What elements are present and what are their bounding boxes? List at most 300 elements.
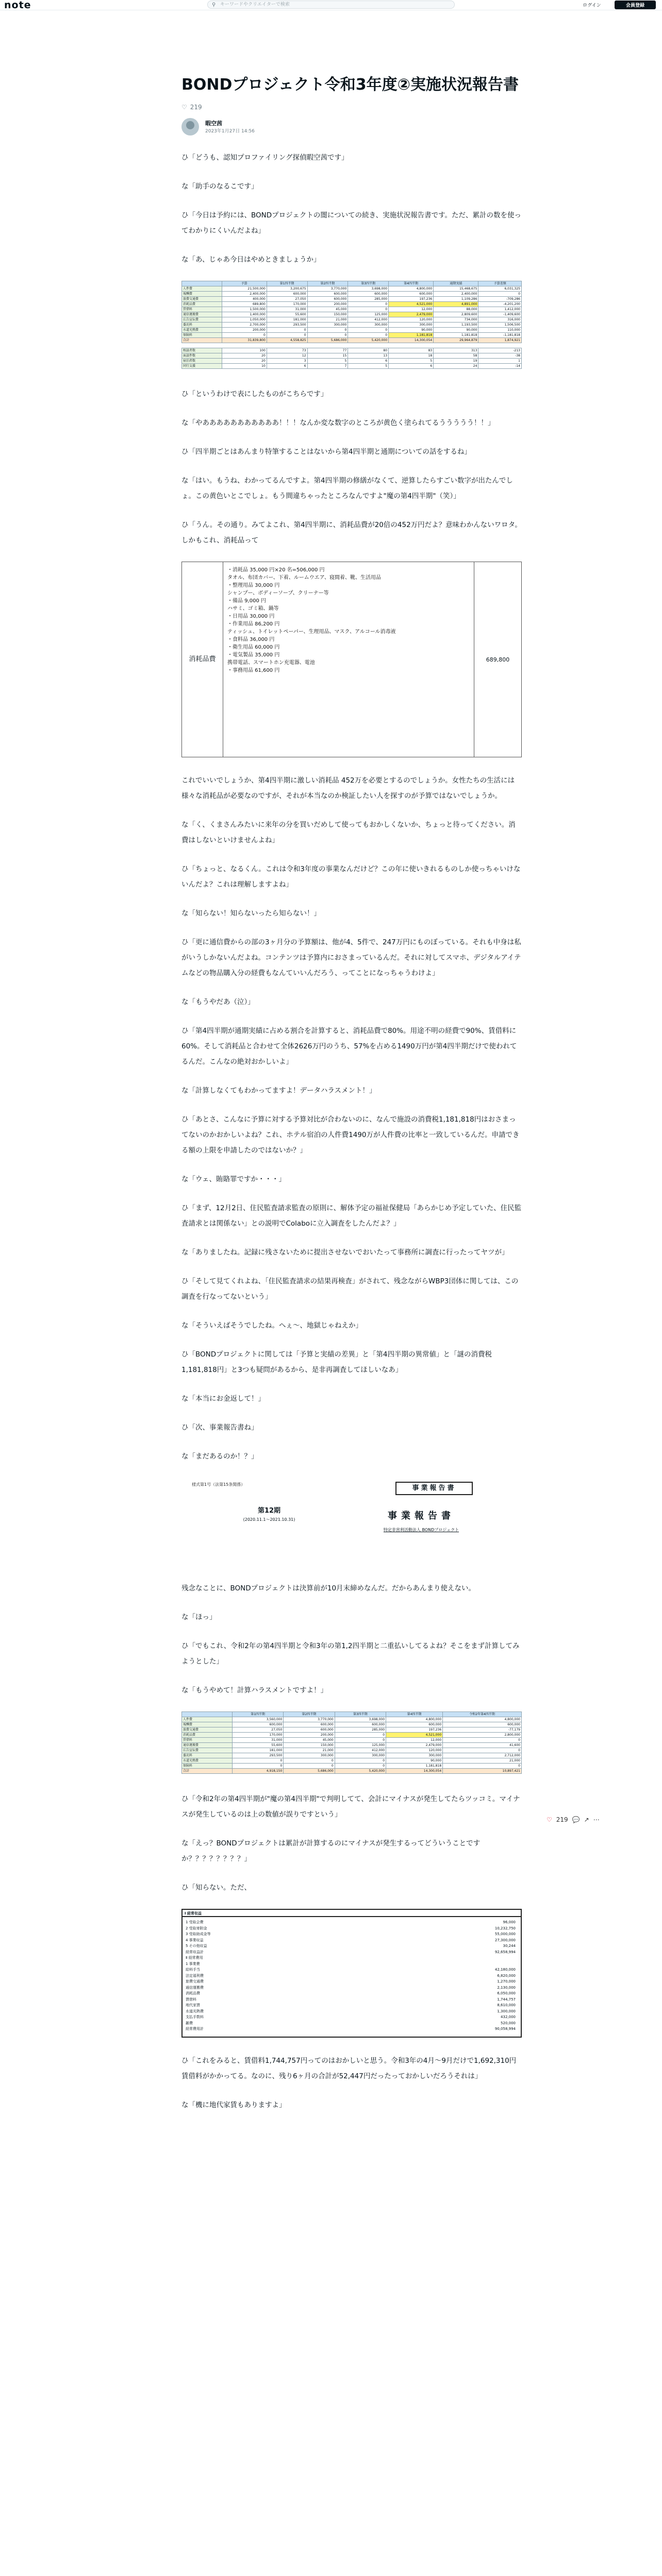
sheet-cell: 45,000	[284, 1738, 335, 1743]
sheet-cell: 19	[434, 359, 478, 364]
sheet-cell: 0	[307, 328, 348, 333]
sheet-cell: 2,700,000	[222, 323, 267, 328]
sheet-cell: 3,698,000	[348, 286, 389, 292]
statement-value: 8,610,000	[497, 2003, 516, 2007]
avatar[interactable]	[181, 118, 199, 135]
sheet-cell: 水道光熱費	[182, 1758, 233, 1764]
paragraph-group-5	[181, 1791, 522, 1895]
note-logo[interactable]: note	[4, 0, 31, 11]
sheet-cell: 600,000	[284, 1727, 335, 1733]
sheet-cell: 0	[348, 333, 389, 338]
sheet-cell: 5,686,000	[284, 1769, 335, 1774]
statement-line	[186, 2009, 516, 2013]
sheet-cell: 300,000	[386, 1753, 443, 1758]
paragraph: ひ「あとさ、こんなに予算に対する予算対比が合わないのに、なんで施設の消費税1,181,818円はおさまってないのかおかしいよね？これ、ホテル宿泊の人件費1490万が人件費の比率と一致しているんだ。申請できる額の上限を申請したのではないか？」	[181, 1115, 520, 1155]
paragraph: な「やあああああああああああ！！！なんか変な数字のところが黄色く塗られてるううううう！！」	[181, 419, 495, 427]
statement-label: 2 受取寄附金	[186, 1926, 207, 1930]
paragraph: ひ「でもこれ、令和2年の第4四半期と令和3年の第1,2四半期と二重払いしてるよね？そこをまず計算してみようとした」	[181, 1642, 520, 1666]
statement-label: 法定福利費	[186, 1973, 204, 1978]
like-count-value: 219	[190, 104, 202, 111]
paragraph: な「機に地代家賃もありますよ」	[181, 2101, 286, 2109]
sheet-cell: 313	[434, 348, 478, 353]
sheet-cell: 10	[222, 364, 267, 369]
sheet-cell: 0	[335, 1764, 386, 1769]
sheet-cell: 200,000	[222, 328, 267, 333]
paragraph-group-3	[181, 773, 522, 1464]
statement-line	[186, 1944, 516, 1948]
table-row	[182, 1733, 522, 1738]
statement-label: 5 その他収益	[186, 1944, 207, 1948]
sheet-cell: 2,712,000	[443, 1753, 522, 1758]
sheet-cell: 1	[478, 359, 522, 364]
sheet-cell: 4,891,000	[434, 302, 478, 307]
statement-value: 42,180,000	[494, 1968, 516, 1972]
report-title-box: 事業報告書	[395, 1482, 473, 1495]
sheet-cell: 150,000	[284, 1743, 335, 1748]
sheet-cell: 21,000	[443, 1758, 522, 1764]
expense-item: ・事務用品 61,600 円	[227, 668, 280, 673]
statement-label: 通信運搬費	[186, 1985, 204, 1990]
report-period-dates: (2020.11.1〜2021.10.31)	[243, 1517, 295, 1522]
post-date: 2023年1月27日 14:56	[205, 129, 255, 134]
table-row-total	[182, 1769, 522, 1774]
sheet-cell: 12	[267, 353, 307, 359]
sheet-cell: 12,000	[389, 307, 434, 312]
expense-items	[227, 566, 470, 674]
sheet-cell: 宿泊者数	[182, 359, 222, 364]
sheet-cell: 300,000	[389, 323, 434, 328]
comment-icon[interactable]: 💬	[572, 1816, 580, 1823]
sheet-header-cell: 第4四半期	[389, 281, 434, 286]
table-row	[182, 364, 522, 369]
sheet-cell: 広告宣伝費	[182, 1748, 233, 1753]
sheet-cell: 0	[307, 333, 348, 338]
sheet-cell: 旅費交通費	[182, 1727, 233, 1733]
sheet-header-cell: 第3四半期	[348, 281, 389, 286]
statement-line	[186, 2021, 516, 2025]
sheet-header-cell: 第1四半期	[267, 281, 307, 286]
sheet-cell: 293,500	[267, 323, 307, 328]
sheet-cell: 広告宣伝費	[182, 317, 222, 323]
sheet-cell: 170,000	[232, 1733, 283, 1738]
sheet-cell: 賃借料	[182, 307, 222, 312]
sheet-cell: 12,000	[386, 1738, 443, 1743]
sheet-cell: 1,050,000	[222, 317, 267, 323]
sheet-cell: 41,600	[443, 1743, 522, 1748]
sheet-cell: 委託料	[182, 323, 222, 328]
income-statement-head: Ⅰ 経常収益	[183, 1910, 521, 1917]
sheet-cell: 58	[434, 353, 478, 359]
income-statement	[181, 1909, 522, 2038]
report-org: 特定非営利活動法人 BONDプロジェクト	[383, 1528, 459, 1532]
statement-label: 1 事業費	[186, 1961, 200, 1966]
sheet-cell: 45,000	[307, 307, 348, 312]
sheet-cell: 0	[443, 1748, 522, 1753]
sheet-gap	[182, 343, 522, 348]
sheet-cell: 31,000	[267, 307, 307, 312]
report-form-number: 様式第1号（法第15条関係）	[192, 1482, 245, 1487]
sheet-cell: 保険料	[182, 333, 222, 338]
paragraph: ひ「というわけで表にしたものがこちらです」	[181, 390, 328, 398]
sheet-cell: 412,000	[335, 1748, 386, 1753]
paragraph: ひ「今日は予約には、BONDプロジェクトの闇についての続き、実施状況報告書です。ただ、累計の数を使ってわかりにくいんだよね」	[181, 211, 521, 235]
statement-value: 1,744,757	[497, 1997, 516, 2002]
sheet-cell: 100	[222, 348, 267, 353]
paragraph: これでいいでしょうか、第4四半期に激しい消耗品 452万を必要とするのでしょうか。女性たちの生活には様々な消耗品が必要なのですが、それが本当なのか検証したい人を探すのが予算ではないでしょうか。	[181, 776, 515, 800]
statement-line	[186, 2015, 516, 2019]
sheet-cell: 300,000	[307, 323, 348, 328]
paragraph: な「あ、じゃあ今日はやめときましょうか」	[181, 256, 321, 264]
table-row	[182, 1738, 522, 1743]
sheet-cell: 689,800	[222, 302, 267, 307]
paragraph: な「そういえばそうでしたね。へぇ〜、地獄じゃねえか」	[181, 1321, 362, 1330]
sheet-cell: -77,179	[443, 1727, 522, 1733]
statement-label: 1 受取会費	[186, 1920, 204, 1924]
paragraph-group-6	[181, 2053, 522, 2113]
statement-value: 432,000	[501, 2015, 516, 2019]
sheet-cell: 人件費	[182, 1717, 233, 1722]
sheet-cell: 285,000	[348, 297, 389, 302]
sheet-cell: 1,412,000	[478, 307, 522, 312]
sheet-cell: 2,809,600	[434, 312, 478, 317]
sheet-cell: 181,000	[267, 317, 307, 323]
sheet-cell: 5,420,000	[335, 1769, 386, 1774]
sheet-cell: 旅費交通費	[182, 297, 222, 302]
sheet-header-cell: 第3四半期	[335, 1712, 386, 1717]
sheet-cell: 293,500	[232, 1753, 283, 1758]
login-button[interactable]: ログイン	[577, 1, 606, 9]
paragraph: ひ「これをみると、賃借料1,744,757円ってのはおかしいと思う。令和3年の4月〜9月だけで1,692,310円賃借料がかかってる。なのに、残り6ヶ月の合計が52,447円だったっておかしいだろうそれは」	[181, 2057, 517, 2080]
statement-line	[186, 2027, 516, 2031]
sheet-cell: 31,839,800	[222, 338, 267, 343]
paragraph: な「知らない！知らないったら知らない！」	[181, 909, 321, 918]
statement-label: 旅費交通費	[186, 1979, 204, 1984]
paragraph: 残念なことに、BONDプロジェクトは決算前が10月末締めなんだ。だからあんまり使えない。	[181, 1584, 476, 1592]
sheet-cell: 4,800,000	[443, 1717, 522, 1722]
sheet-cell: 0	[348, 307, 389, 312]
sheet-cell: 0	[335, 1733, 386, 1738]
expense-item: ・整理用品 30,000 円	[227, 583, 280, 588]
paragraph: ひ「知らない。ただ、	[181, 1884, 251, 1892]
sheet-cell: 21,500,000	[222, 286, 267, 292]
sheet-cell: 14,300,054	[389, 338, 434, 343]
statement-line	[186, 1956, 516, 1960]
float-heart-icon[interactable]: ♡	[547, 1816, 552, 1823]
statement-value: 10,232,750	[494, 1926, 516, 1930]
expense-item: ・日用品 30,000 円	[227, 614, 275, 619]
statement-line	[186, 1968, 516, 1972]
article-title: BONDプロジェクト令和3年度②実施状況報告書	[181, 76, 519, 94]
sheet-cell: 合計	[182, 1769, 233, 1774]
table-row	[182, 359, 522, 364]
sheet-cell: 1,400,000	[222, 312, 267, 317]
sheet-cell: 人件費	[182, 286, 222, 292]
sheet-cell: 0	[443, 1764, 522, 1769]
sheet-cell: 0	[267, 333, 307, 338]
report-kind: 事業報告書	[388, 1511, 455, 1521]
statement-value: 96,000	[503, 1920, 516, 1924]
statement-value: 1,300,000	[497, 2009, 516, 2013]
sheet-cell: 保険料	[182, 1764, 233, 1769]
sheet-cell: 600,000	[389, 292, 434, 297]
table-row	[182, 1717, 522, 1722]
share-icon[interactable]: ↗	[584, 1816, 589, 1823]
sheet-cell: 10,897,421	[443, 1769, 522, 1774]
expense-item: シャンプー、ボディーソープ、クリーナー等	[227, 590, 329, 596]
paragraph: な「えっ？BONDプロジェクトは累計が計算するのにマイナスが発生するってどういうことですか？？？？？？？？」	[181, 1839, 481, 1863]
sheet-cell: 600,000	[307, 292, 348, 297]
sheet-cell: 734,000	[434, 317, 478, 323]
sheet-cell: 0	[267, 328, 307, 333]
expense-item: ハサミ、ゴミ箱、鍋等	[227, 606, 279, 612]
expense-category: 消耗品費	[182, 562, 223, 757]
sheet-cell: 1,874,921	[478, 338, 522, 343]
table-row	[182, 312, 522, 317]
search-input[interactable]	[220, 2, 447, 8]
statement-value: 27,300,000	[494, 1938, 516, 1942]
table-row	[182, 302, 522, 307]
sheet-cell: 同行支援	[182, 364, 222, 369]
table-row	[182, 1758, 522, 1764]
sheet-header-cell: 第4四半期	[386, 1712, 443, 1717]
sheet-cell: 1,181,818	[386, 1764, 443, 1769]
table-row	[182, 1722, 522, 1727]
sheet-header-cell: 第2四半期	[307, 281, 348, 286]
sheet-cell: 120,000	[386, 1748, 443, 1753]
sheet-cell: 150,000	[307, 312, 348, 317]
table-row	[182, 307, 522, 312]
expense-item: ・消耗品 35,000 円×20 名=506,000 円	[227, 567, 325, 573]
sheet-cell: -213	[478, 348, 522, 353]
statement-value: 6,820,000	[497, 1973, 516, 1978]
expense-table	[181, 562, 522, 757]
sheet-cell: 300,000	[348, 323, 389, 328]
sheet-cell: 316,000	[478, 317, 522, 323]
sheet-cell: 200,000	[284, 1733, 335, 1738]
sheet-cell: 3,560,000	[232, 1717, 283, 1722]
paragraph-group-2	[181, 386, 522, 548]
sheet-header-cell: 第2四半期	[284, 1712, 335, 1717]
statement-label: 給料手当	[186, 1968, 200, 1972]
sheet-cell: 6,031,325	[478, 286, 522, 292]
sheet-cell: 0	[348, 328, 389, 333]
sheet-cell: -4,201,200	[478, 302, 522, 307]
paragraph: ひ「うん。その通り。みてよこれ、第4四半期に、消耗品費が20倍の452万円だよ？意味わかんないワロタ。しかもこれ、消耗品って	[181, 521, 522, 545]
signup-button[interactable]: 会員登録	[615, 1, 656, 9]
sheet-header-cell	[182, 281, 222, 286]
sheet-cell: 31,000	[232, 1738, 283, 1743]
sheet-cell: 3,770,000	[284, 1717, 335, 1722]
sheet-cell: 0	[232, 1764, 283, 1769]
sheet-cell: -38	[478, 353, 522, 359]
sheet-cell: 4,558,825	[267, 338, 307, 343]
sheet-header-cell: 通期実績	[434, 281, 478, 286]
paragraph-group-1	[181, 150, 522, 267]
sheet-cell: 20	[222, 353, 267, 359]
sheet-cell: 27,050	[232, 1727, 283, 1733]
sheet-cell: 400,000	[222, 297, 267, 302]
paragraph: な「もうやめて！計算ハラスメントですよ！」	[181, 1686, 328, 1694]
statement-label: Ⅱ 経常費用	[186, 1956, 203, 1960]
sheet-cell: 7	[307, 364, 348, 369]
sheet-cell: 5,686,000	[307, 338, 348, 343]
sheet-header-cell: 予算差額	[478, 281, 522, 286]
statement-line	[186, 1974, 516, 1978]
statement-label: 地代家賃	[186, 2003, 200, 2007]
sheet-cell: 面談件数	[182, 353, 222, 359]
sheet-header-cell: 令和2年第4四半期	[443, 1712, 522, 1717]
more-icon[interactable]: ⋯	[593, 1816, 600, 1823]
table-row-total	[182, 338, 522, 343]
heart-icon[interactable]: ♡	[181, 104, 187, 111]
statement-line	[186, 1950, 516, 1954]
sheet-cell: 55,600	[267, 312, 307, 317]
table-row	[182, 317, 522, 323]
statement-label: 経常収益計	[186, 1950, 204, 1954]
article	[181, 72, 522, 2126]
sheet-cell: 0	[232, 1758, 283, 1764]
sheet-cell: 125,000	[335, 1743, 386, 1748]
global-header	[0, 0, 662, 10]
author-block[interactable]	[181, 118, 522, 135]
sheet-cell: 水道光熱費	[182, 328, 222, 333]
sheet-cell: 0	[284, 1758, 335, 1764]
sheet-cell: 2,479,000	[389, 312, 434, 317]
sheet-cell: 412,000	[348, 317, 389, 323]
sheet-cell: 報酬費	[182, 292, 222, 297]
statement-value: 520,000	[501, 2021, 516, 2025]
sheet-cell: 181,000	[232, 1748, 283, 1753]
paragraph: ひ「令和2年の第4四半期が"魔の第4四半期"で判明してて、会計にマイナスが発生してたらツッコミ。マイナスが発生しているのは上の数値が誤りですという」	[181, 1795, 520, 1819]
statement-value: 30,244	[503, 1944, 516, 1948]
sheet-cell: 3,770,000	[307, 286, 348, 292]
sheet-cell: 55,600	[232, 1743, 283, 1748]
statement-label: 賃借料	[186, 1997, 196, 2002]
author-name[interactable]: 暇空茜	[205, 120, 222, 127]
sheet-cell: 170,000	[267, 302, 307, 307]
paragraph: ひ「更に通信費からの部の3ヶ月分の予算額は、他が4、5件で、247万円にものぼっている。それも中身は私がいうしかないんだよね。コンテンツは予算内におさまっているんだ。それに対してスマホ、デジタルアイテムなどの物品購入分の経費もなんていいんだろう、ってことになっちゃうわけよ」	[181, 938, 521, 977]
float-like-count: 219	[556, 1816, 568, 1823]
sheet-cell: 報酬費	[182, 1722, 233, 1727]
report-period: 第12期	[257, 1507, 281, 1515]
sheet-cell: -709,286	[478, 297, 522, 302]
paragraph-group-4	[181, 1581, 522, 1698]
sheet-cell: 20	[222, 359, 267, 364]
sheet-cell: 73	[267, 348, 307, 353]
statement-value: 55,000,000	[494, 1932, 516, 1936]
sheet-cell: 90,000	[434, 328, 478, 333]
sheet-cell: 600,000	[335, 1722, 386, 1727]
sheet-cell: 300,000	[284, 1753, 335, 1758]
table-row	[182, 1727, 522, 1733]
sheet-cell: 2,400,000	[222, 292, 267, 297]
sheet-cell: 2,479,000	[386, 1743, 443, 1748]
sheet-cell: 1,500,000	[222, 307, 267, 312]
sheet-cell: 5	[389, 359, 434, 364]
sheet-cell: 21,000	[284, 1748, 335, 1753]
paragraph: ひ「四半期ごとはあんまり特筆することはないから第4四半期と通期についての話をするね」	[181, 448, 471, 456]
table-row	[182, 333, 522, 338]
sheet-cell: 5	[348, 364, 389, 369]
sheet-cell: 200,000	[307, 302, 348, 307]
sheet-cell: 1,193,500	[434, 323, 478, 328]
budget-spreadsheet	[181, 281, 522, 369]
sheet-cell: 4,918,150	[232, 1769, 283, 1774]
table-row	[182, 1764, 522, 1769]
sheet-cell: 15,468,675	[434, 286, 478, 292]
sheet-cell: 14,300,054	[386, 1769, 443, 1774]
sheet-cell: 2,800,000	[443, 1733, 522, 1738]
sheet-cell: 197,236	[389, 297, 434, 302]
statement-label: 支払手数料	[186, 2015, 204, 2019]
paragraph: ひ「そして見てくれよね、「住民監査請求の結果再検査」がされて、残念ながらWBP3団体に関しては、この調査を行なってないという」	[181, 1277, 519, 1301]
sheet-cell: 18	[389, 353, 434, 359]
expense-item: ティッシュ、トイレットペーパー、生理用品、マスク、アルコール消毒液	[227, 629, 396, 635]
sheet-cell: 600,000	[443, 1722, 522, 1727]
statement-line	[186, 1932, 516, 1936]
table-row	[182, 328, 522, 333]
sheet-cell: 77	[307, 348, 348, 353]
statement-line	[186, 1986, 516, 1990]
table-row	[182, 292, 522, 297]
paragraph: な「まだあるのか！？」	[181, 1452, 258, 1461]
paragraph: ひ「まず、12月2日、住民監査請求監査の原則に、解体予定の福祉保健局「あらかじめ予定していた、住民監査請求とは関係ない」との説明でColaboに立入調査をしたんだよ？」	[181, 1204, 522, 1228]
expense-item: 携帯電話、スマートホン充電器、電池	[227, 660, 315, 666]
sheet-header-cell	[182, 1712, 233, 1717]
sheet-cell: 4,521,000	[389, 302, 434, 307]
sheet-cell: 0	[222, 333, 267, 338]
expense-item: ・備品 9,000 円	[227, 598, 266, 604]
statement-line	[186, 1920, 516, 1924]
like-count[interactable]	[181, 104, 522, 113]
sheet-cell: 3,698,000	[335, 1717, 386, 1722]
statement-label: 雑費	[186, 2021, 193, 2025]
sheet-cell: 合計	[182, 338, 222, 343]
sheet-cell: 600,000	[386, 1722, 443, 1727]
sheet-cell: 90,000	[389, 328, 434, 333]
table-row	[182, 323, 522, 328]
sheet-cell: 80	[348, 348, 389, 353]
sheet-cell: 24	[434, 364, 478, 369]
sheet-cell: 5,420,000	[348, 338, 389, 343]
sheet-cell: 600,000	[267, 292, 307, 297]
search-icon: ⚲	[212, 2, 216, 8]
sheet-cell: 4,800,000	[389, 286, 434, 292]
sheet-cell: -1,409,600	[478, 312, 522, 317]
sheet-cell: 4,800,000	[386, 1717, 443, 1722]
sheet-cell: 27,050	[267, 297, 307, 302]
sheet-cell: 0	[284, 1764, 335, 1769]
statement-label: 経常費用計	[186, 2027, 204, 2031]
paragraph: な「計算しなくてもわかってますよ！データハラスメント！」	[181, 1087, 376, 1095]
sheet-cell: 通信運搬費	[182, 312, 222, 317]
search-box[interactable]	[207, 1, 455, 9]
sheet-cell: 29,964,879	[434, 338, 478, 343]
sheet-cell: 600,000	[232, 1722, 283, 1727]
statement-label: 3 受取助成金等	[186, 1932, 211, 1936]
quarterly-spreadsheet	[181, 1711, 522, 1774]
expense-item: ・作業用品 86,200 円	[227, 621, 280, 627]
sheet-cell: 3	[267, 359, 307, 364]
sheet-cell: 賃借料	[182, 1738, 233, 1743]
paragraph: ひ「第4四半期が通期実績に占める割合を計算すると、消耗品費で80%。用途不明の経費で90%、賃借料に60%。そして消耗品と合わせて全体2626万円のうち、57%を占める1490万円が第4四半期だけで使われてるんだ。こんなの絶対おかしいよ」	[181, 1027, 517, 1066]
table-row	[182, 348, 522, 353]
paragraph: ひ「BONDプロジェクトに関しては「予算と実績の差異」と「第4四半期の異常値」と「謎の消費税1,181,818円」と3つも疑問があるから、是非再調査してほしいなあ」	[181, 1350, 492, 1374]
paragraph: な「本当にお金返して！」	[181, 1395, 265, 1403]
sheet-cell: 相談者数	[182, 348, 222, 353]
sheet-cell: 0	[335, 1738, 386, 1743]
sheet-cell: -1,181,818	[478, 333, 522, 338]
